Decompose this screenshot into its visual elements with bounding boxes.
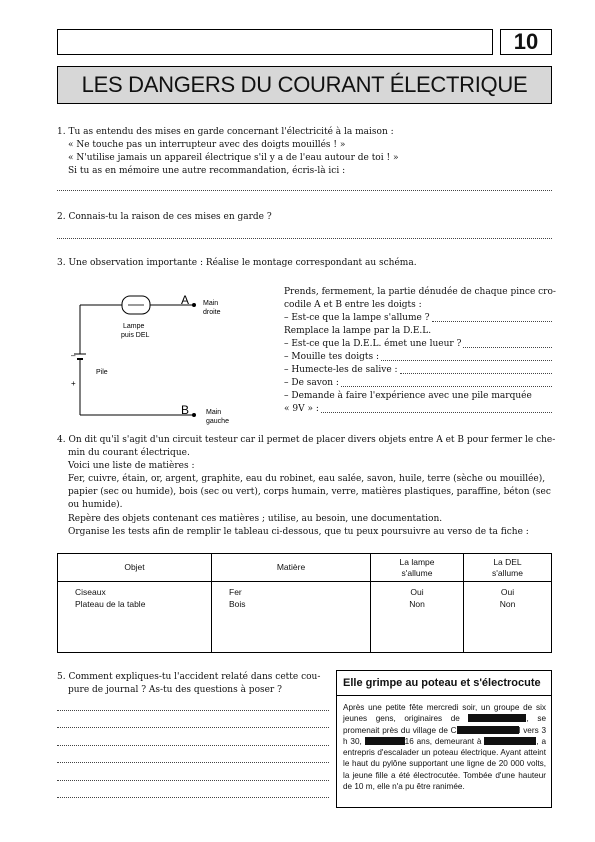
main-droite-1: Main: [203, 300, 219, 307]
q5-answer-line[interactable]: [57, 710, 329, 711]
name-field-box: [57, 29, 493, 55]
q5-answer-line[interactable]: [57, 727, 329, 728]
q4-line7: Repère des objets contenant ces matières ; utilise, au besoin, une documentation.: [68, 514, 443, 524]
q-lamp-row[interactable]: [284, 312, 552, 325]
q1-line3: « N'utilise jamais un appareil électrique s'il y a de l'eau autour de toi ! »: [68, 153, 399, 163]
soap-label: – De savon :: [284, 378, 339, 388]
row1-del: Oui: [500, 587, 515, 597]
main-gauche-1: Main: [206, 409, 222, 416]
q5-line2: pure de journal ? As-tu des questions à poser ?: [68, 685, 282, 695]
point-a-label: A: [181, 293, 190, 307]
news-text-4: 16 ans, demeurant à: [404, 736, 482, 746]
q3-line1: 3. Une observation importante : Réalise le montage correspondant au schéma.: [57, 258, 417, 268]
page-title: LES DANGERS DU COURANT ÉLECTRIQUE: [57, 66, 552, 104]
q1-line4: Si tu as en mémoire une autre recommandation, écris-là ici :: [68, 166, 346, 176]
q4-line8: Organise les tests afin de remplir le tableau ci-dessous, que tu peux poursuivre au verso de ta fiche :: [68, 527, 529, 537]
col-del-1: La DEL: [493, 556, 522, 567]
materials-table: [57, 553, 552, 653]
news-text-3: l vers 3 h 30,: [343, 725, 546, 746]
col-lampe: [371, 554, 464, 582]
q5-answer-line[interactable]: [57, 797, 329, 798]
redaction-block: [457, 726, 519, 734]
news-headline: Elle grimpe au poteau et s'électrocute: [337, 671, 551, 696]
lamp-label-2: puis DEL: [121, 332, 150, 339]
replace-lamp: Remplace la lampe par la D.E.L.: [284, 326, 432, 336]
q4-line6: ou humide).: [68, 500, 123, 510]
news-body: [337, 696, 551, 792]
news-text-1: Après une petite fête mercredi soir, un groupe de six jeunes gens, originaires de: [343, 703, 546, 724]
wet-fingers-label: – Mouille tes doigts :: [284, 352, 379, 362]
saliva-label: – Humecte-les de salive :: [284, 365, 398, 375]
plus-sign: +: [71, 379, 76, 388]
cell-objets[interactable]: [58, 582, 212, 653]
news-text-2: , se promenait près du village de C: [343, 714, 546, 735]
q5-answer-line[interactable]: [57, 745, 329, 746]
q-lamp-label: – Est-ce que la lampe s'allume ?: [284, 313, 430, 323]
cell-lampe[interactable]: [371, 582, 464, 653]
redaction-block: [468, 714, 526, 722]
row2-matiere: Bois: [229, 599, 246, 609]
q5-answer-line[interactable]: [57, 780, 329, 781]
col-lampe-2: s'allume: [401, 567, 433, 578]
q4-line5: papier (sec ou humide), bois (sec ou vert), corps humain, verre, matières plastiques, paraffine, béton (sec: [68, 487, 551, 497]
lamp-label-1: Lampe: [123, 323, 145, 330]
q4-line1: 4. On dit qu'il s'agit d'un circuit testeur car il permet de placer divers objets entre A et B pour fermer le che-: [57, 435, 556, 445]
q1-line1: 1. Tu as entendu des mises en garde concernant l'électricité à la maison :: [57, 127, 394, 137]
q-del-label: – Est-ce que la D.E.L. émet une lueur ?: [284, 339, 462, 349]
col-lampe-1: La lampe: [399, 556, 435, 567]
q2-line1: 2. Connais-tu la raison de ces mises en garde ?: [57, 212, 272, 222]
q4-line3: Voici une liste de matières :: [68, 461, 195, 471]
col-objet: Objet: [58, 554, 212, 582]
ask-9v-label: « 9V » :: [284, 404, 319, 414]
news-text-5: , a entrepris d'escalader un poteau électrique. Ayant atteint le haut du pylône supportant une ligne de 20 000 volts, la jeune fille a été électrocutée. Tombée d'une hauteur de 10 m, elle n'a pu être ranimée.: [343, 736, 547, 792]
answer-line[interactable]: [341, 386, 552, 387]
point-b-label: B: [181, 403, 190, 417]
ask-9v-1: – Demande à faire l'expérience avec une pile marquée: [284, 391, 532, 401]
row2-lampe: Non: [409, 599, 425, 609]
newspaper-clipping: [336, 670, 552, 808]
soap-row[interactable]: [284, 377, 552, 390]
instr-p1: Prends, fermement, la partie dénudée de chaque pince cro-: [284, 287, 556, 297]
answer-line[interactable]: [381, 360, 552, 361]
terminal-b: [192, 413, 196, 417]
col-del-2: s'allume: [492, 567, 523, 578]
row1-lampe: Oui: [410, 587, 424, 597]
row1-matiere: Fer: [229, 587, 242, 597]
q1-line2: « Ne touche pas un interrupteur avec des doigts mouillés ! »: [68, 140, 346, 150]
answer-line[interactable]: [432, 321, 552, 322]
table-row: [58, 582, 552, 653]
page-number: 10: [500, 29, 552, 55]
answer-line[interactable]: [463, 347, 552, 348]
col-matiere: Matière: [212, 554, 371, 582]
q4-line4: Fer, cuivre, étain, or, argent, graphite, eau du robinet, eau salée, savon, huile, terre (sèche ou mouillée),: [68, 474, 546, 484]
terminal-a: [192, 303, 196, 307]
answer-line[interactable]: [321, 412, 552, 413]
q5-answer-line[interactable]: [57, 762, 329, 763]
q-del-row[interactable]: [284, 338, 552, 351]
redaction-block: [365, 737, 405, 745]
q1-answer-line[interactable]: [57, 190, 552, 191]
main-droite-2: droite: [203, 309, 221, 316]
row2-del: Non: [499, 599, 516, 609]
q5-line1: 5. Comment expliques-tu l'accident relaté dans cette cou-: [57, 672, 321, 682]
minus-sign: –: [71, 351, 76, 360]
q4-line2: min du courant électrique.: [68, 448, 190, 458]
answer-line[interactable]: [400, 373, 552, 374]
circuit-diagram: [60, 285, 250, 430]
q3-instructions: [284, 286, 556, 416]
pile-label: Pile: [96, 369, 108, 376]
cell-matieres[interactable]: [212, 582, 371, 653]
col-del: [464, 554, 552, 582]
table-header-row: [58, 554, 552, 582]
saliva-row[interactable]: [284, 364, 552, 377]
main-gauche-2: gauche: [206, 418, 229, 425]
wet-fingers-row[interactable]: [284, 351, 552, 364]
cell-del[interactable]: [464, 582, 552, 653]
instr-p2: codile A et B entre les doigts :: [284, 300, 422, 310]
ask-9v-row[interactable]: [284, 403, 552, 416]
redaction-block: [484, 737, 536, 745]
q2-answer-line[interactable]: [57, 238, 552, 239]
row1-objet: Ciseaux: [75, 587, 106, 597]
row2-objet: Plateau de la table: [75, 599, 146, 609]
